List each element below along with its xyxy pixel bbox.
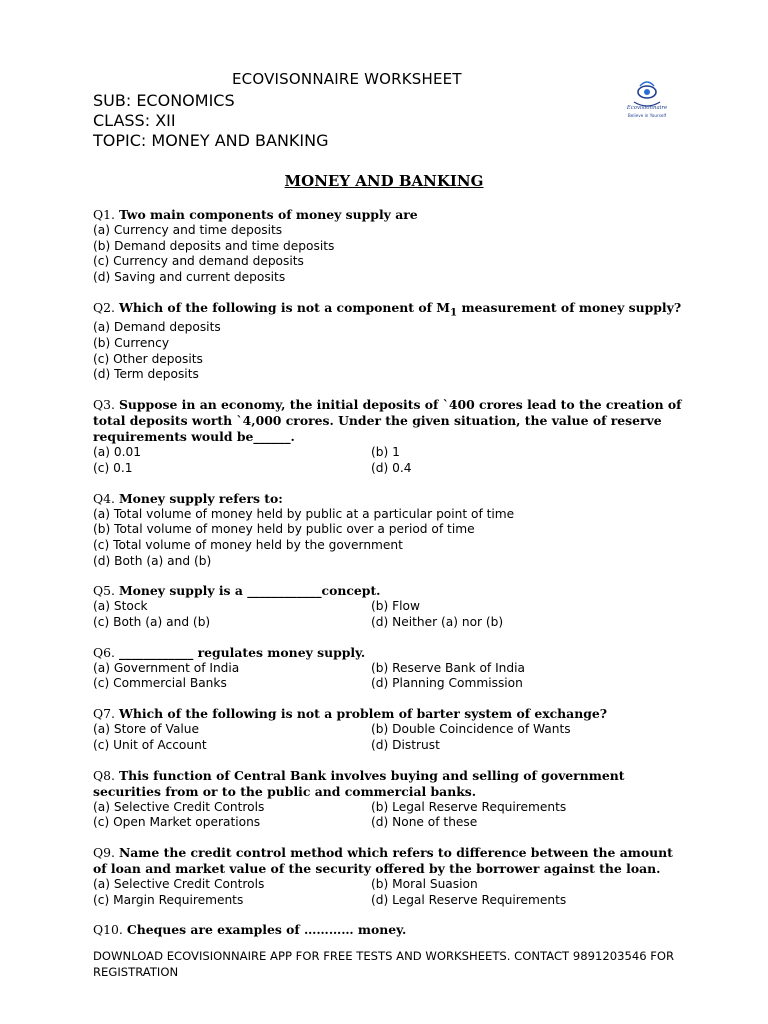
answer-option-row <box>93 800 683 816</box>
answer-option: (b) Double Coincidence of Wants <box>371 722 571 737</box>
answer-option: (d) Planning Commission <box>371 676 523 691</box>
subject-line: SUB: ECONOMICS <box>93 91 235 110</box>
question-number: Q8. <box>93 767 115 783</box>
question-text <box>93 491 683 507</box>
question-9 <box>93 845 683 908</box>
answer-option-row <box>93 893 683 909</box>
question-10 <box>93 922 683 938</box>
answer-option: (b) Reserve Bank of India <box>371 660 525 675</box>
question-text <box>93 922 683 938</box>
answer-option: (a) Selective Credit Controls <box>93 876 265 891</box>
answer-option: (a) Selective Credit Controls <box>93 799 265 814</box>
question-stem: Cheques are examples of ………… money. <box>126 922 407 938</box>
question-3 <box>93 397 683 476</box>
answer-option: (a) Demand deposits <box>93 320 221 335</box>
answer-option: (d) None of these <box>371 815 478 830</box>
answer-option: (d) Term deposits <box>93 367 199 382</box>
question-8 <box>93 768 683 831</box>
logo-text-bottom: Believe in Yourself <box>627 113 667 118</box>
question-1 <box>93 207 683 286</box>
question-number: Q6. <box>93 644 115 660</box>
answer-option: (c) Margin Requirements <box>93 892 244 907</box>
answer-option-row <box>93 599 683 615</box>
question-number: Q2. <box>93 299 115 315</box>
answer-option: (a) 0.01 <box>93 445 141 460</box>
topic-line: TOPIC: MONEY AND BANKING <box>93 131 329 150</box>
answer-option: (c) 0.1 <box>93 460 133 475</box>
answer-option: (d) 0.4 <box>371 460 412 475</box>
question-number: Q5. <box>93 583 115 599</box>
question-stem: Which of the following is not a component of M <box>118 299 450 315</box>
answer-option: (c) Other deposits <box>93 351 203 366</box>
answer-option-row <box>93 738 683 754</box>
question-text <box>93 397 683 445</box>
answer-option: (c) Currency and demand deposits <box>93 254 304 269</box>
worksheet-title: ECOVISONNAIRE WORKSHEET <box>232 70 462 88</box>
answer-option: (b) Demand deposits and time deposits <box>93 238 335 253</box>
question-stem: ____________ regulates money supply. <box>118 644 366 660</box>
answer-option-row <box>93 445 683 461</box>
answer-option: (c) Open Market operations <box>93 815 261 830</box>
answer-option: (b) Total volume of money held by public over a period of time <box>93 522 475 537</box>
answer-option-row <box>93 722 683 738</box>
answer-option: (a) Currency and time deposits <box>93 223 283 237</box>
question-stem: Which of the following is not a problem of barter system of exchange? <box>118 706 608 722</box>
question-text <box>93 706 683 722</box>
answer-option: (a) Store of Value <box>93 722 200 737</box>
footer-notice: DOWNLOAD ECOVISIONNAIRE APP FOR FREE TESTS AND WORKSHEETS. CONTACT 9891203546 FOR REGISTRATION <box>93 949 675 979</box>
class-line: CLASS: XII <box>93 111 176 130</box>
answer-option: (b) Currency <box>93 335 170 350</box>
answer-option-row <box>93 877 683 893</box>
answer-option: (a) Total volume of money held by public at a particular point of time <box>93 506 515 521</box>
question-number: Q1. <box>93 207 115 222</box>
question-stem: Two main components of money supply are <box>118 207 418 222</box>
answer-option-row <box>93 461 683 477</box>
question-6 <box>93 645 683 692</box>
answer-option: (c) Total volume of money held by the government <box>93 537 403 552</box>
answer-option: (b) 1 <box>371 445 400 460</box>
answer-option: (a) Stock <box>93 599 148 614</box>
question-number: Q10. <box>93 922 123 938</box>
question-4 <box>93 491 683 570</box>
question-stem: Suppose in an economy, the initial deposits of `400 crores lead to the creation of total deposits worth `4,000 crores. Under the given situation, the value of reserve requirements would be______. <box>93 397 682 445</box>
question-stem: This function of Central Bank involves buying and selling of government securities from or to the public and commercial banks. <box>93 767 625 799</box>
question-stem: Money supply is a ____________concept. <box>118 583 381 599</box>
answer-option: (a) Government of India <box>93 660 240 675</box>
answer-option-row <box>93 815 683 831</box>
answer-option-row <box>93 615 683 631</box>
question-text <box>93 768 683 800</box>
answer-option: (d) Neither (a) nor (b) <box>371 615 504 630</box>
question-5 <box>93 583 683 630</box>
question-text <box>93 645 683 661</box>
subscript: 1 <box>449 306 458 319</box>
ecovisionnaire-logo <box>620 72 674 120</box>
question-text <box>93 300 683 320</box>
question-number: Q9. <box>93 844 115 860</box>
question-number: Q4. <box>93 490 115 506</box>
answer-option: (d) Legal Reserve Requirements <box>371 892 567 907</box>
answer-option: (c) Unit of Account <box>93 737 207 752</box>
question-text <box>93 583 683 599</box>
answer-option: (d) Distrust <box>371 737 440 752</box>
question-stem: Name the credit control method which refers to difference between the amount of loan and market value of the security offered by the borrower against the loan. <box>93 844 673 876</box>
answer-option: (b) Moral Suasion <box>371 876 478 891</box>
question-list <box>93 207 683 952</box>
question-stem: Money supply refers to: <box>118 490 283 506</box>
question-text <box>93 207 683 223</box>
document-title: MONEY AND BANKING <box>284 172 484 190</box>
question-2 <box>93 300 683 383</box>
question-stem-end: measurement of money supply? <box>457 299 682 315</box>
answer-option: (b) Legal Reserve Requirements <box>371 799 567 814</box>
question-7 <box>93 706 683 753</box>
answer-option: (c) Commercial Banks <box>93 676 227 691</box>
question-number: Q3. <box>93 397 115 413</box>
answer-option: (b) Flow <box>371 599 420 614</box>
logo-text-top: Ecovisionnaire <box>626 105 668 111</box>
answer-option: (c) Both (a) and (b) <box>93 615 211 630</box>
question-number: Q7. <box>93 706 115 722</box>
answer-option: (d) Both (a) and (b) <box>93 553 212 568</box>
answer-option-row <box>93 676 683 692</box>
answer-option-row <box>93 661 683 677</box>
answer-option: (d) Saving and current deposits <box>93 270 286 285</box>
question-text <box>93 845 683 877</box>
